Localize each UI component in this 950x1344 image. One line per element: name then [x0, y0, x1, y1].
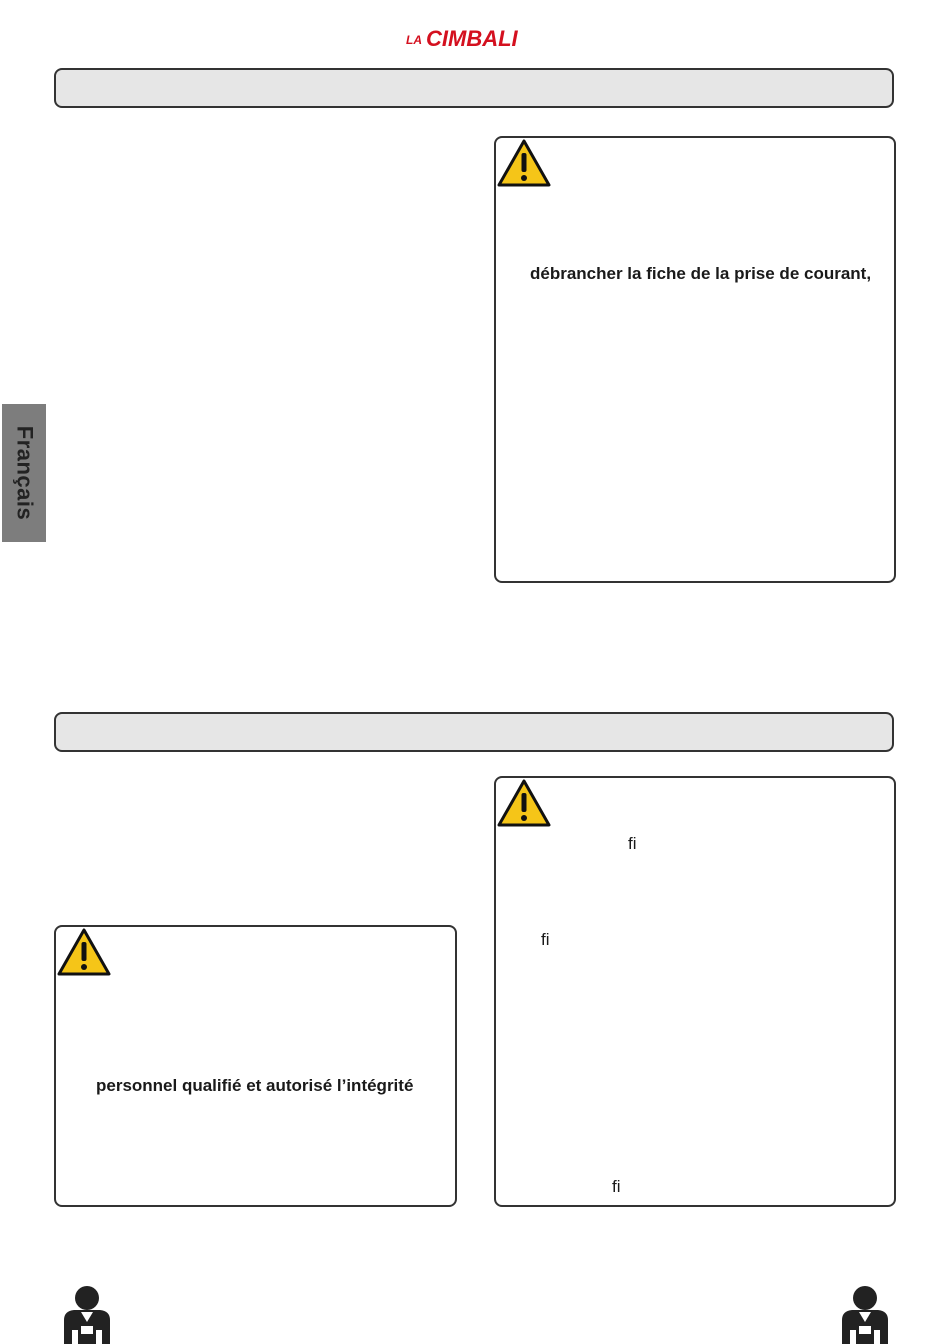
- language-label: Français: [12, 425, 37, 521]
- waiter-icon: [58, 1284, 116, 1344]
- warning-text-qualified-personnel: personnel qualifié et autorisé l’intégrité: [96, 1076, 414, 1095]
- warning-triangle-icon: [56, 927, 112, 977]
- logo-cimbali-text: CIMBALI: [426, 26, 518, 51]
- warning-box-section2-left: [54, 925, 457, 1207]
- warning-box-section1: [494, 136, 896, 583]
- language-tab: [2, 404, 46, 542]
- ligature-glyph: fi: [541, 930, 550, 949]
- section-header-bar-2: [54, 712, 894, 752]
- warning-triangle-icon: [496, 778, 552, 828]
- logo-la-text: LA: [406, 33, 422, 47]
- waiter-icon: [836, 1284, 894, 1344]
- section-header-bar-1: [54, 68, 894, 108]
- warning-box-section2-right: [494, 776, 896, 1207]
- warning-triangle-icon: [496, 138, 552, 188]
- ligature-glyph: fi: [612, 1177, 621, 1196]
- ligature-glyph: fi: [628, 834, 637, 853]
- lacimbali-logo: [406, 22, 546, 52]
- warning-text-unplug: débrancher la fiche de la prise de courant,: [530, 264, 872, 283]
